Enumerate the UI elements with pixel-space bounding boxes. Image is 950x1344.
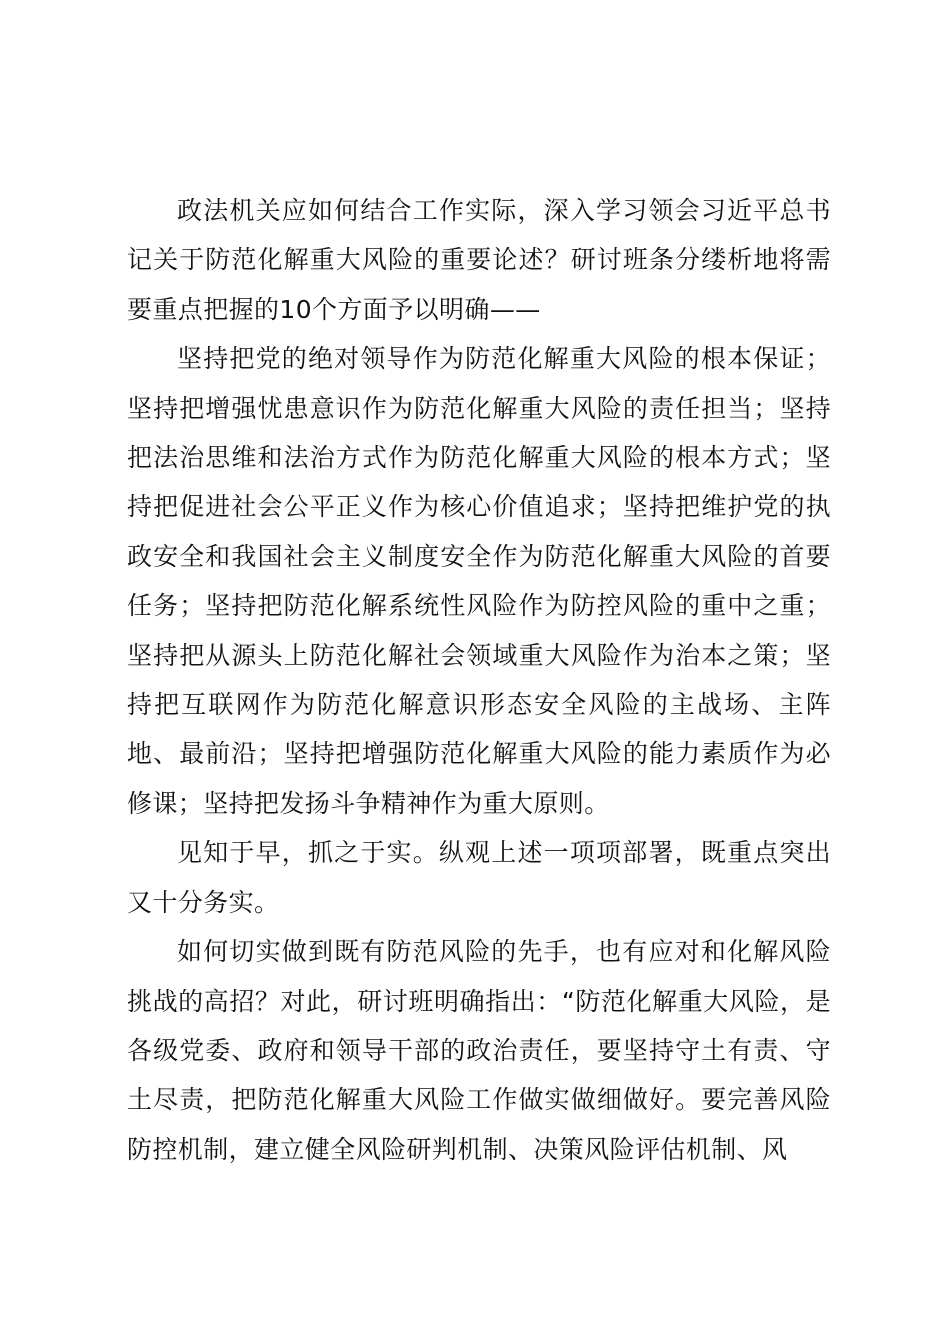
paragraph-measures: 如何切实做到既有防范风险的先手，也有应对和化解风险挑战的高招？对此，研讨班明确指出：“防范化解重大风险，是各级党委、政府和领导干部的政治责任，要坚持守土有责、守土尽责，把防范化解重大风险工作做实做细做好。要完善风险防控机制，建立健全风险研判机制、决策风险评估机制、风 — [127, 937, 831, 1164]
paragraph-ten-principles: 坚持把党的绝对领导作为防范化解重大风险的根本保证；坚持把增强忧患意识作为防范化解重大风险的责任担当；坚持把法治思维和法治方式作为防范化解重大风险的根本方式；坚持把促进社会公平正义作为核心价值追求；坚持把维护党的执政安全和我国社会主义制度安全作为防范化解重大风险的首要任务；坚持把防范化解系统性风险作为防控风险的重中之重；坚持把从源头上防范化解社会领域重大风险作为治本之策；坚持把互联网作为防范化解意识形态安全风险的主战场、主阵地、最前沿；坚持把增强防范化解重大风险的能力素质作为必修课；坚持把发扬斗争精神作为重大原则。 — [127, 344, 831, 818]
paragraph-intro: 政法机关应如何结合工作实际，深入学习领会习近平总书记关于防范化解重大风险的重要论述？研讨班条分缕析地将需要重点把握的10个方面予以明确—— — [127, 196, 831, 324]
paragraph-summary: 见知于早，抓之于实。纵观上述一项项部署，既重点突出又十分务实。 — [127, 838, 831, 917]
document-body — [127, 186, 831, 1174]
